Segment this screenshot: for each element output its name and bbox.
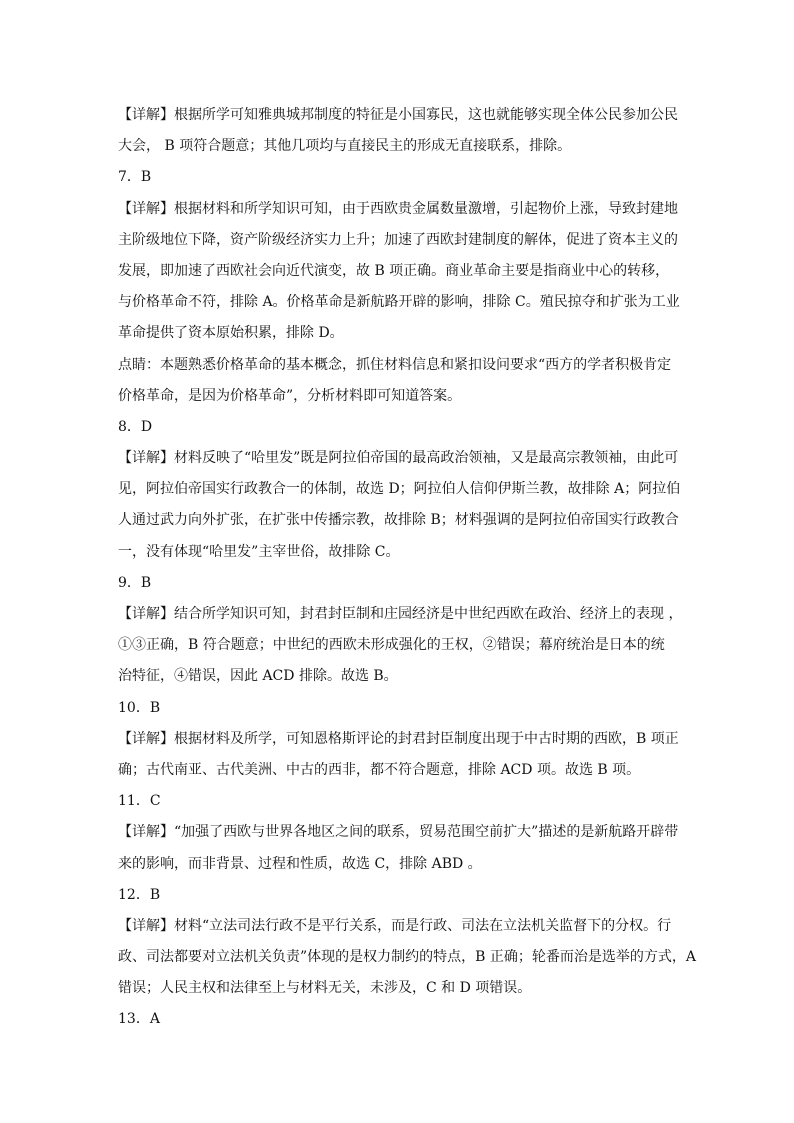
text-line: 革命提供了资本原始积累，排除 D。 (118, 325, 344, 342)
text-line: 确；古代南亚、古代美洲、中古的西非，都不符合题意，排除 ACD 项。故选 B 项。 (118, 761, 641, 778)
answer-number: 12．B (118, 886, 161, 903)
text-line: 【详解】结合所学知识可知，封君封臣制和庄园经济是中世纪西欧在政治、经济上的表现 ， (118, 606, 683, 622)
answer-number: 8．D (118, 418, 153, 435)
text-line: 价格革命，是因为价格革命”，分析材料即可知道答案。 (118, 387, 462, 404)
answer-number: 10．B (118, 699, 161, 716)
text-line: 【详解】材料“立法司法行政不是平行关系，而是行政、司法在立法机关监督下的分权。行 (118, 917, 672, 934)
text-line: ①③正确，B 符合题意；中世纪的西欧未形成强化的王权，②错误；幕府统治是日本的统 (118, 637, 665, 654)
text-line: 来的影响，而非背景、过程和性质，故选 C，排除 ABD 。 (118, 855, 482, 872)
answer-number: 9．B (118, 574, 152, 591)
text-line: 【详解】“加强了西欧与世界各地区之间的联系，贸易范围空前扩大”描述的是新航路开辟带 (118, 824, 679, 841)
text-line: 见，阿拉伯帝国实行政教合一的体制，故选 D；阿拉伯人信仰伊斯兰教，故排除 A；阿拉伯 (118, 481, 681, 498)
text-line: 错误；人民主权和法律至上与材料无关，未涉及，C 和 D 项错误。 (118, 980, 532, 997)
text-line: 点睛：本题熟悉价格革命的基本概念，抓住材料信息和紧扣设问要求“西方的学者积极肯定 (118, 356, 672, 373)
text-line: 人通过武力向外扩张，在扩张中传播宗教，故排除 B；材料强调的是阿拉伯帝国实行政教合 (118, 512, 679, 529)
answer-number: 13．A (118, 1011, 160, 1028)
text-line: 与价格革命不符，排除 A。价格革命是新航路开辟的影响，排除 C。殖民掠夺和扩张为工业 (118, 294, 680, 311)
text-line: 政、司法都要对立法机关负责”体现的是权力制约的特点，B 正确；轮番而治是选举的方式，A (118, 949, 697, 966)
text-line: 发展，即加速了西欧社会向近代演变，故 B 项正确。商业革命主要是指商业中心的转移， (118, 262, 670, 279)
text-line: 【详解】材料反映了“哈里发”既是阿拉伯帝国的最高政治领袖，又是最高宗教领袖，由此可 (118, 450, 679, 467)
text-line: 【详解】根据材料及所学，可知恩格斯评论的封君封臣制度出现于中古时期的西欧，B 项正 (118, 730, 679, 747)
text-line: 大会， B 项符合题意；其他几项均与直接民主的形成无直接联系，排除。 (118, 138, 572, 155)
text-line: 【详解】根据材料和所学知识可知，由于西欧贵金属数量激增，引起物价上涨，导致封建地 (118, 200, 678, 217)
text-line: 一，没有体现“哈里发”主宰世俗，故排除 C。 (118, 543, 400, 560)
text-line: 治特征，④错误，因此 ACD 排除。故选 B。 (118, 668, 398, 685)
answer-number: 7．B (118, 169, 152, 186)
text-line: 【详解】根据所学可知雅典城邦制度的特征是小国寡民，这也就能够实现全体公民参加公民 (118, 107, 678, 123)
text-line: 主阶级地位下降，资产阶级经济实力上升；加速了西欧封建制度的解体，促进了资本主义的 (118, 231, 678, 248)
answer-explanations (118, 100, 703, 1036)
answer-number: 11．C (118, 793, 161, 810)
